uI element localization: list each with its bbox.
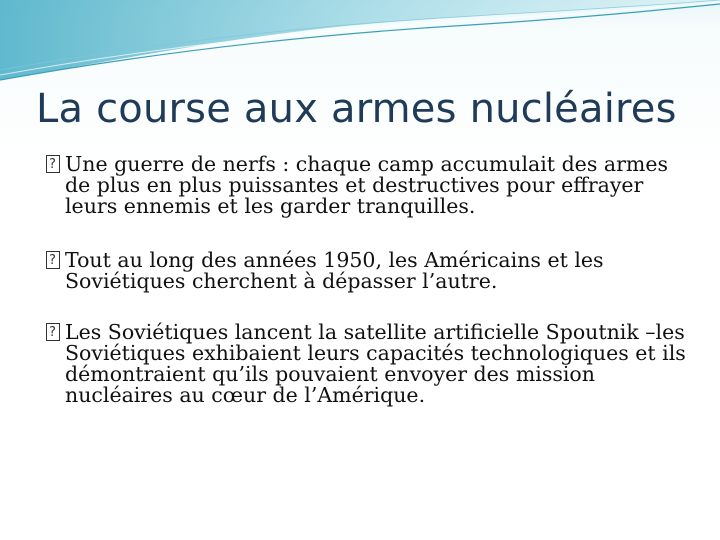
bullet-item xyxy=(46,154,686,217)
bullet-text: Tout au long des années 1950, les Américains et les Soviétiques cherchent à dépasser l’autre. xyxy=(65,248,604,293)
slide-title: La course aux armes nucléaires xyxy=(36,86,677,132)
missing-glyph-icon xyxy=(46,155,60,173)
missing-glyph-icon xyxy=(46,323,60,341)
bullet-text: Les Soviétiques lancent la satellite artificielle Spoutnik –les Soviétiques exhibaient leurs capacités technologiques et ils démontraient qu’ils pouvaient envoyer des mission nucléaires au cœur de l’Amérique. xyxy=(65,320,686,407)
bullet-text: Une guerre de nerfs : chaque camp accumulait des armes de plus en plus puissantes et destructives pour effrayer leurs ennemis et les garder tranquilles. xyxy=(65,152,668,218)
header-wave-decoration xyxy=(0,0,720,90)
bullet-item xyxy=(46,250,686,292)
bullet-list xyxy=(46,154,686,439)
bullet-item xyxy=(46,322,686,406)
missing-glyph-icon xyxy=(46,251,60,269)
